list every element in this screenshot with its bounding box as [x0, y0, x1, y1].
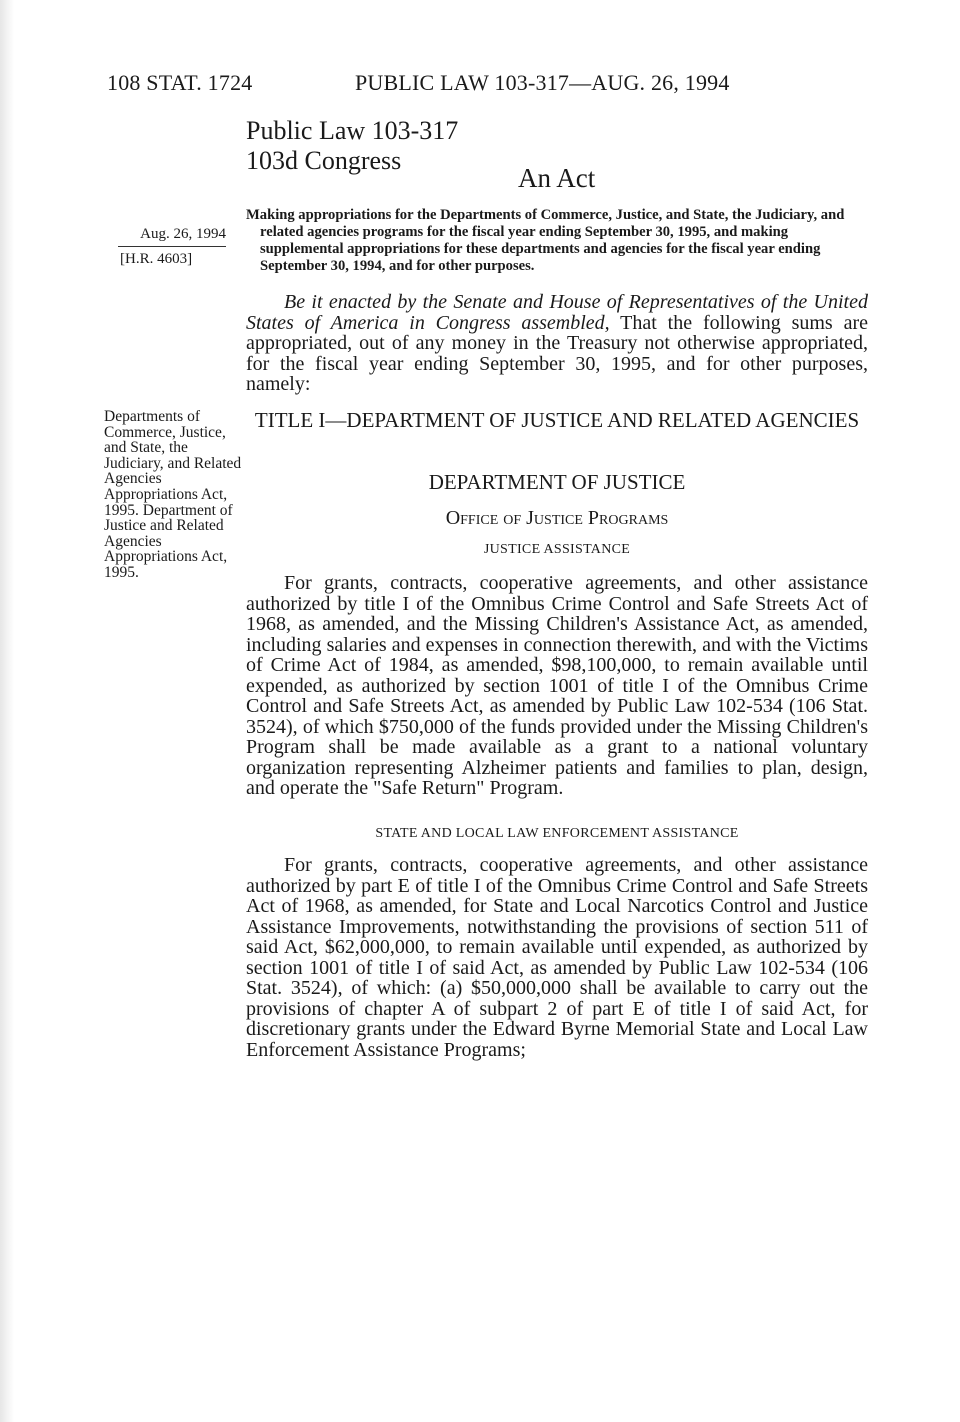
title-heading: TITLE I—DEPARTMENT OF JUSTICE AND RELATED AGENCIES: [254, 408, 860, 432]
law-heading: [246, 116, 458, 176]
enacting-rest: That the following sums are appropriated, out of any money in the Treasury not otherwise appropriated, for the fiscal year ending September 30, 1995, and for other purposes, namely:: [246, 311, 868, 395]
enactment-date: Aug. 26, 1994: [118, 225, 226, 247]
margin-date-block: [110, 225, 230, 269]
section-paragraph: For grants, contracts, cooperative agreements, and other assistance authorized by part E of title I of the Omnibus Crime Control and Safe Streets Act of 1968, as amended, for State and Local Narcotics Control and Justice Assistance Improvements, notwithstanding the provisions of section 511 of said Act, $62,000,000, to remain available until expended, as authorized by section 1001 of title I of said Act, as amended by Public Law 102-534 (106 Stat. 3524), of which: (a) $50,000,000 shall be available to carry out the provisions of chapter A of subpart 2 of part E of title I of said Act, for discretionary grants under the Edward Byrne Memorial State and Local Law Enforcement Assistance Programs;: [246, 854, 868, 1061]
bill-number: [H.R. 4603]: [120, 251, 193, 267]
page-edge-shadow: [0, 0, 14, 1422]
running-title: PUBLIC LAW 103-317—AUG. 26, 1994: [355, 70, 730, 95]
margin-note: Departments of Commerce, Justice, and State, the Judiciary, and Related Agencies Appropriations Act, 1995. Department of Justice and Related Agencies Appropriations Act, 1995.: [104, 408, 242, 581]
purpose-text: Making appropriations for the Departments of Commerce, Justice, and State, the Judiciary, and related agencies programs for the fiscal year ending September 30, 1995, and making supplemental appropriations for these departments and agencies for the fiscal year ending September 30, 1994, and for other purposes.: [246, 207, 845, 274]
section-paragraph: For grants, contracts, cooperative agreements, and other assistance authorized by title I of the Omnibus Crime Control and Safe Streets Act of 1968, as amended, and the Missing Children's Assistance Act, as amended, including salaries and expenses in connection therewith, and with the Victims of Crime Act of 1984, as amended, $98,100,000, to remain available until expended, as authorized by section 1001 of title I of the Omnibus Crime Control and Safe Streets Act, as amended by Public Law 102-534 (106 Stat. 3524), of which $750,000 of the funds provided under the Missing Children's Program shall be made available as a grant to a national voluntary organization representing Alzheimer patients and families to plan, design, and operate the "Safe Return" Program.: [246, 572, 868, 799]
enacting-italic: Be it enacted by the Senate and House of Representatives of the United States of America in Congress assembled,: [246, 291, 868, 334]
page-reference: 108 STAT. 1724: [107, 70, 253, 95]
section-heading: JUSTICE ASSISTANCE: [483, 542, 631, 557]
law-number: Public Law 103-317: [246, 116, 459, 145]
enacting-clause: [246, 292, 868, 395]
act-label: An Act: [518, 163, 596, 193]
congress-label: 103d Congress: [246, 146, 402, 175]
purpose-clause: [246, 207, 868, 275]
department-heading: DEPARTMENT OF JUSTICE: [428, 470, 686, 494]
section-heading: STATE AND LOCAL LAW ENFORCEMENT ASSISTANCE: [375, 826, 739, 841]
office-heading: Office of Justice Programs: [445, 507, 669, 529]
